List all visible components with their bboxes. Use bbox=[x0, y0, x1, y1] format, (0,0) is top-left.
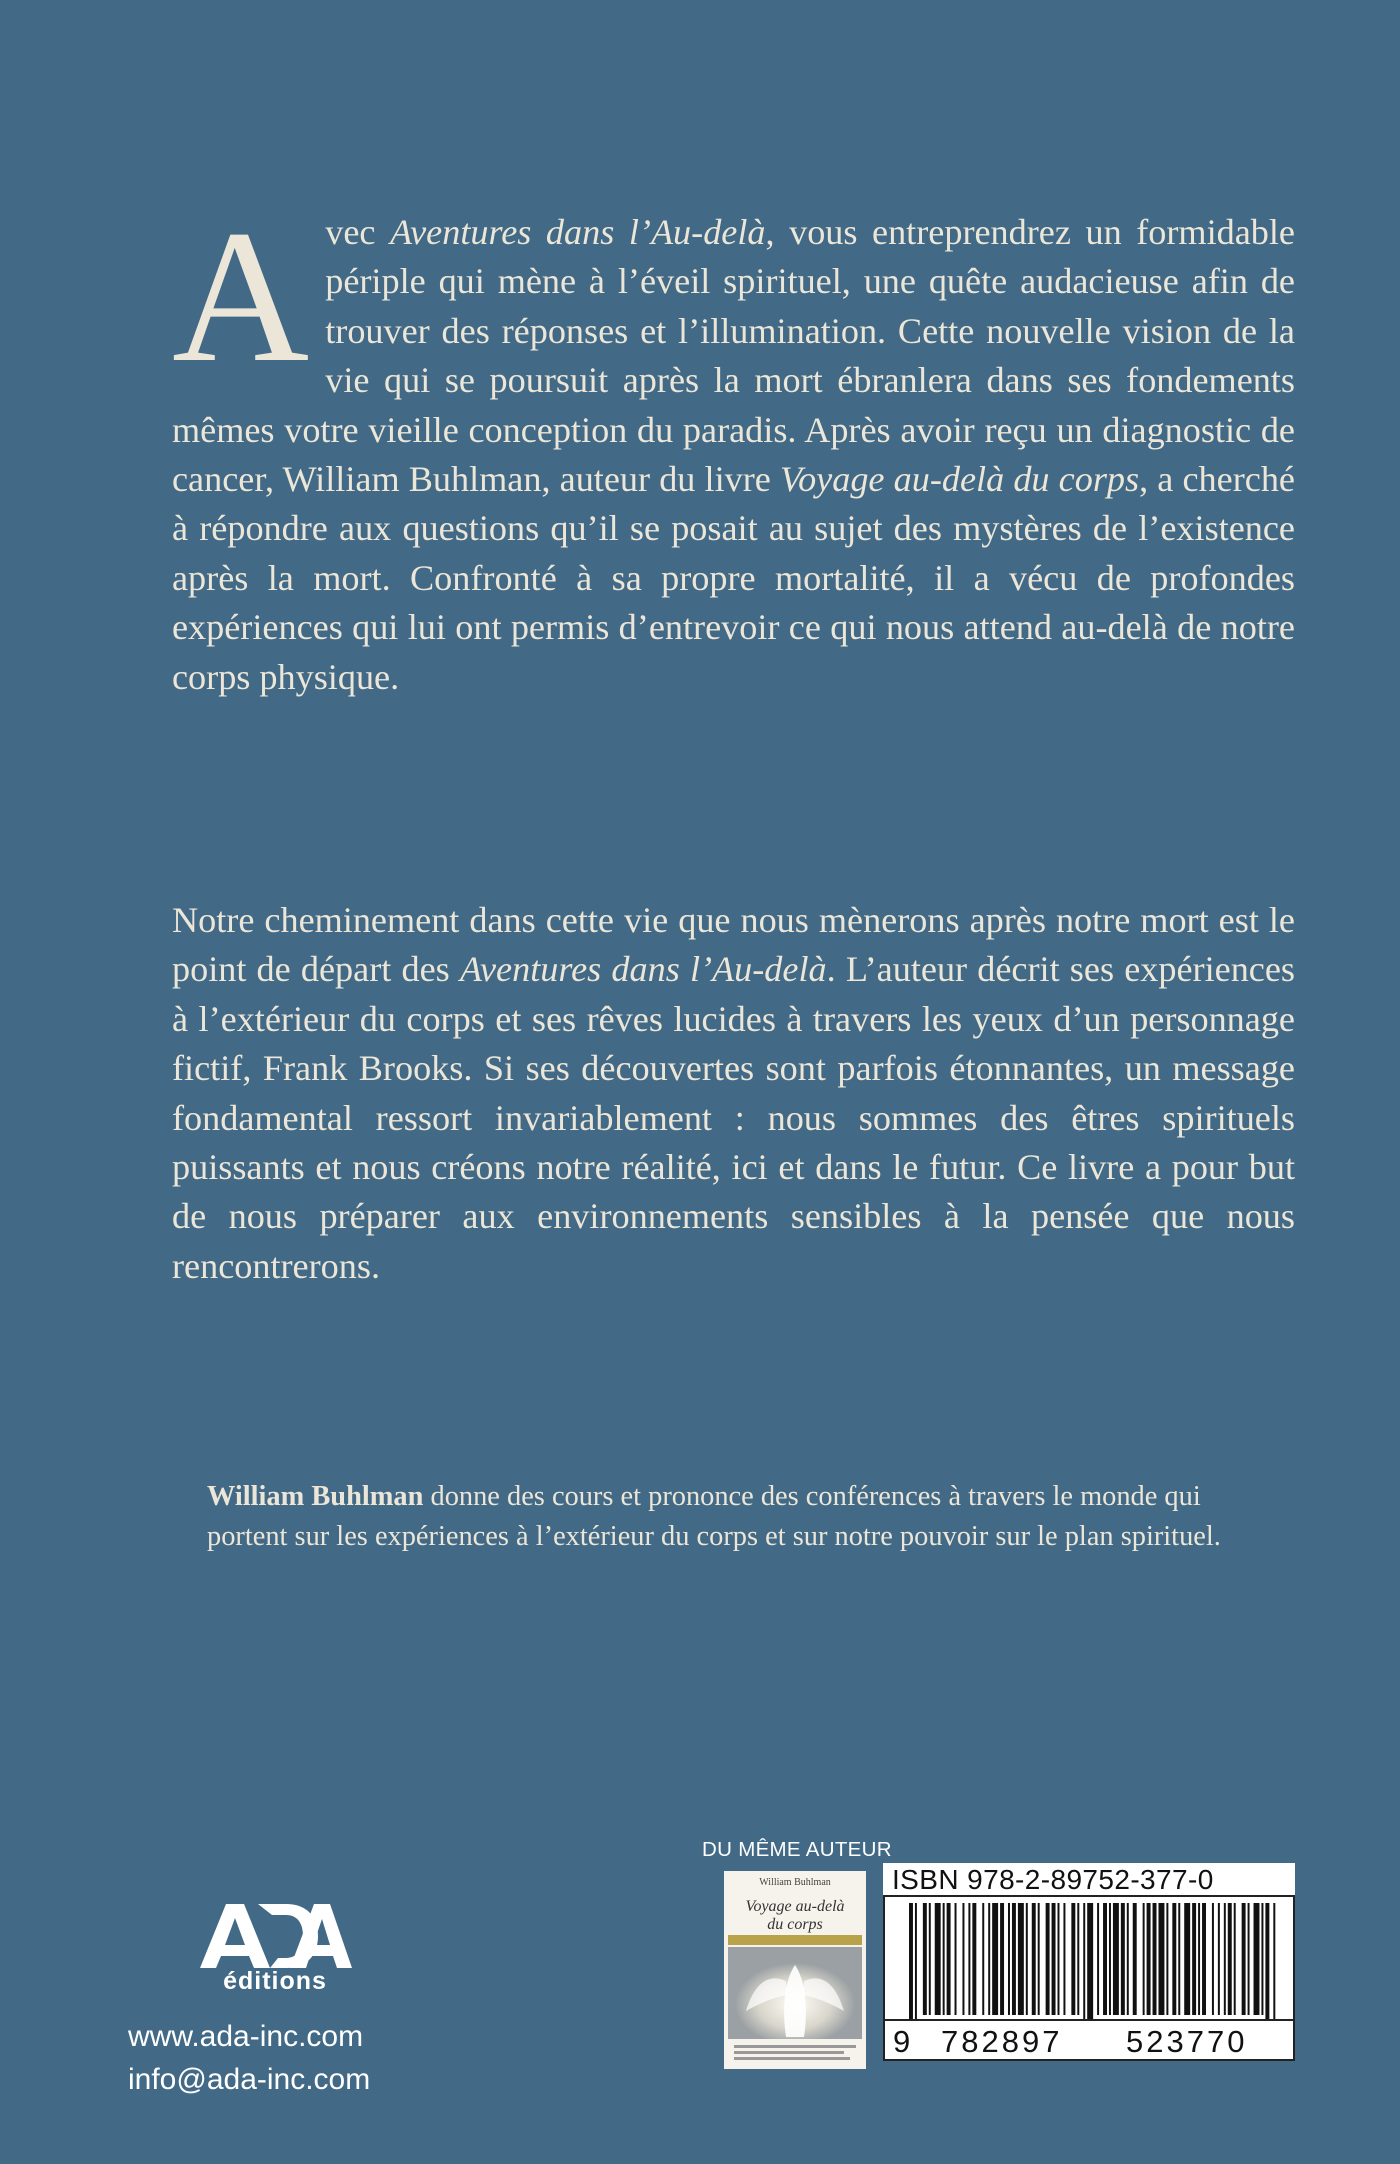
barcode-bar bbox=[909, 1903, 913, 2019]
barcode-first-digit: 9 bbox=[893, 2024, 914, 2059]
barcode-bar bbox=[1121, 1903, 1125, 2015]
barcode-bar bbox=[929, 1903, 931, 2015]
svg-text:du corps: du corps bbox=[767, 1916, 823, 1933]
barcode-bar bbox=[1103, 1903, 1107, 2015]
barcode-digits bbox=[883, 2021, 1295, 2061]
ada-logo-subtitle: éditions bbox=[223, 1967, 327, 1995]
barcode-bar bbox=[1234, 1903, 1236, 2015]
barcode-bar bbox=[1113, 1903, 1119, 2015]
other-book-title-ref: Voyage au-delà du corps bbox=[780, 459, 1140, 500]
publisher-contact bbox=[128, 2015, 370, 2101]
barcode-bar bbox=[1261, 1903, 1263, 2015]
same-author-label: DU MÊME AUTEUR bbox=[702, 1838, 892, 1861]
barcode-bar bbox=[1058, 1903, 1060, 2015]
barcode-bar bbox=[955, 1903, 957, 2015]
barcode-bar bbox=[1026, 1903, 1028, 2015]
barcode-bar bbox=[1008, 1903, 1010, 2015]
barcode-bar bbox=[1254, 1903, 1260, 2015]
barcode-bar bbox=[1158, 1903, 1164, 2015]
barcode-bar bbox=[1265, 1903, 1269, 2019]
book-cover-thumbnail bbox=[724, 1871, 866, 2069]
description-paragraph-1: Avec Aventures dans l’Au-delà, vous entreprendrez un formidable périple qui mène à l’éveil spirituel, une quête audacieuse afin de trouver des réponses et l’illumination. Cette nouvelle vision de la vie qui se poursuit après la mort ébranlera dans ses fondements mêmes votre vieille conception du paradis. Après avoir reçu un diagnostic de cancer, William Buhlman, auteur du livre Voyage au-delà du corps, a cherché à répondre aux questions qu’il se posait au sujet des mystères de l’existence après la mort. Confronté à sa propre mortalité, il a vécu de profondes expériences qui lui ont permis d’entrevoir ce qui nous attend au-delà de notre corps physique. bbox=[172, 192, 1295, 697]
barcode-bar bbox=[923, 1903, 927, 2015]
barcode-bar bbox=[1212, 1903, 1214, 2015]
barcode-bar bbox=[1012, 1903, 1016, 2015]
barcode-bar bbox=[1032, 1903, 1036, 2015]
barcode-bar bbox=[1198, 1903, 1200, 2015]
barcode-bar bbox=[1242, 1903, 1246, 2015]
barcode-bar bbox=[1097, 1903, 1099, 2015]
website-link[interactable]: www.ada-inc.com bbox=[128, 2020, 364, 2053]
barcode-bar bbox=[1143, 1903, 1145, 2015]
barcode-bar bbox=[1077, 1903, 1079, 2015]
barcode-bar bbox=[1224, 1903, 1226, 2015]
barcode-bar bbox=[982, 1903, 984, 2015]
barcode-bar bbox=[1248, 1903, 1250, 2015]
svg-text:Voyage au-delà: Voyage au-delà bbox=[745, 1898, 845, 1915]
author-bio: William Buhlman donne des cours et prononce des conférences à travers le monde qui portent sur les expériences à l’extérieur du corps et sur notre pouvoir sur le plan spirituel. bbox=[207, 1481, 1221, 1552]
barcode-group-2: 523770 bbox=[1126, 2024, 1248, 2059]
barcode bbox=[883, 1895, 1295, 2021]
barcode-bar bbox=[1166, 1903, 1168, 2015]
book-cover-author: William Buhlman bbox=[759, 1877, 831, 1888]
barcode-bar bbox=[1083, 1903, 1085, 2019]
barcode-bar bbox=[1228, 1903, 1232, 2015]
barcode-bar bbox=[1087, 1903, 1093, 2019]
barcode-bar bbox=[1153, 1903, 1157, 2015]
barcode-bar bbox=[915, 1903, 917, 2019]
description-paragraph-2: Notre cheminement dans cette vie que nous mènerons après notre mort est le point de départ des Aventures dans l’Au-delà. L’auteur décrit ses expériences à l’extérieur du corps et ses rêves lucides à travers les yeux d’un personnage fictif, Frank Brooks. Si ses découvertes sont parfois étonnantes, un message fondamental ressort invariablement : nous sommes des êtres spirituels puissants et nous créons notre réalité, ici et dans le futur. Ce livre a pour but de nous préparer aux environnements sensibles à la pensée que nous rencontrerons. bbox=[172, 900, 1295, 1286]
barcode-bar bbox=[1192, 1903, 1196, 2015]
barcode-bar bbox=[968, 1903, 970, 2015]
barcode-bar bbox=[988, 1903, 990, 2015]
barcode-bar bbox=[1172, 1903, 1176, 2015]
barcode-bar bbox=[1184, 1903, 1190, 2015]
barcode-bar bbox=[1218, 1903, 1220, 2015]
barcode-bar bbox=[1046, 1903, 1050, 2015]
barcode-bar bbox=[1109, 1903, 1111, 2015]
barcode-bar bbox=[1202, 1903, 1206, 2015]
barcode-bar bbox=[1063, 1903, 1065, 2015]
barcode-bar bbox=[1000, 1903, 1004, 2015]
isbn-label: ISBN 978-2-89752-377-0 bbox=[892, 1864, 1214, 1895]
barcode-bar bbox=[943, 1903, 945, 2015]
author-name: William Buhlman bbox=[207, 1481, 424, 1512]
barcode-bar bbox=[1178, 1903, 1180, 2015]
barcode-bar bbox=[1018, 1903, 1024, 2015]
barcode-bar bbox=[1133, 1903, 1137, 2015]
barcode-bars-icon bbox=[885, 1897, 1293, 2019]
barcode-bar bbox=[1147, 1903, 1151, 2015]
barcode-bar bbox=[947, 1903, 951, 2015]
barcode-bar bbox=[1127, 1903, 1129, 2015]
barcode-bar bbox=[972, 1903, 976, 2015]
book-title-ref: Aventures dans l’Au-delà bbox=[390, 212, 766, 252]
barcode-bar bbox=[1052, 1903, 1056, 2015]
barcode-bar bbox=[935, 1903, 941, 2015]
barcode-bar bbox=[962, 1903, 964, 2015]
email-link[interactable]: info@ada-inc.com bbox=[128, 2063, 371, 2096]
barcode-bar bbox=[1273, 1903, 1275, 2019]
drop-cap: A bbox=[172, 192, 310, 402]
book-title-ref: Aventures dans l’Au-delà bbox=[459, 949, 827, 990]
barcode-bar bbox=[1038, 1903, 1040, 2015]
book-cover-art-icon bbox=[724, 1871, 866, 2069]
barcode-group-1: 782897 bbox=[941, 2024, 1063, 2059]
barcode-bar bbox=[1071, 1903, 1075, 2015]
barcode-bar bbox=[992, 1903, 998, 2015]
